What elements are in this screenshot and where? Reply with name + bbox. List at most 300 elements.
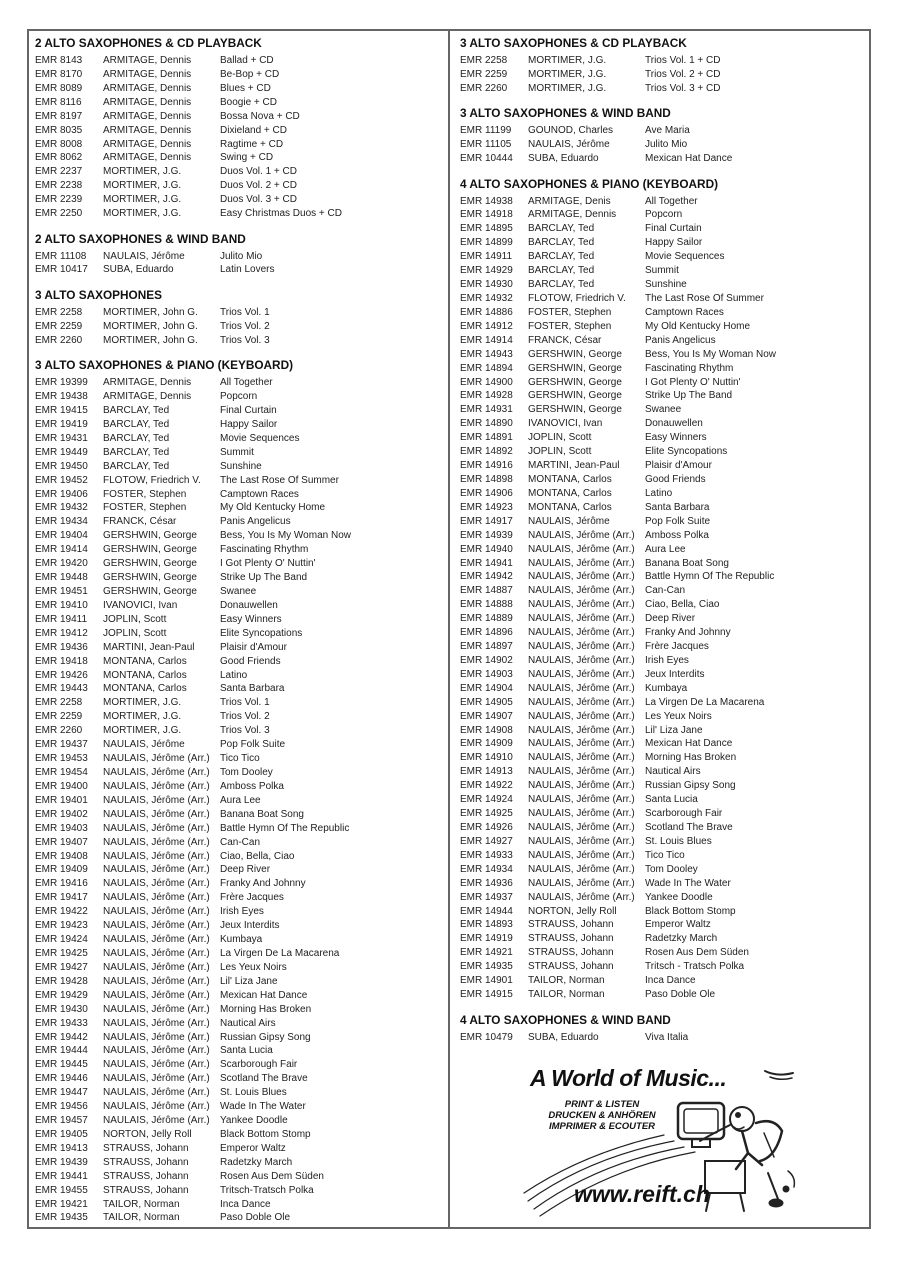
catalog-row (35, 794, 440, 808)
piece-title: Panis Angelicus (645, 334, 716, 346)
catalog-section (35, 36, 440, 221)
piece-title: Frère Jacques (645, 641, 709, 653)
catalog-number: EMR 14919 (460, 933, 513, 945)
catalog-row (460, 124, 865, 138)
composer: NAULAIS, Jérôme (Arr.) (528, 654, 635, 666)
piece-title: Duos Vol. 3 + CD (220, 194, 297, 206)
piece-title: Trios Vol. 1 (220, 697, 270, 709)
piece-title: Latin Lovers (220, 264, 275, 276)
catalog-number: EMR 2260 (460, 82, 508, 94)
composer: ARMITAGE, Dennis (103, 110, 192, 122)
catalog-row (460, 362, 865, 376)
piece-title: Donauwellen (220, 599, 278, 611)
piece-title: St. Louis Blues (645, 835, 712, 847)
piece-title: Amboss Polka (220, 780, 284, 792)
piece-title: Nautical Airs (645, 766, 701, 778)
piece-title: Fascinating Rhythm (645, 362, 734, 374)
catalog-row (35, 165, 440, 179)
catalog-row (460, 557, 865, 571)
piece-title: Santa Lucia (220, 1045, 273, 1057)
piece-title: Strike Up The Band (220, 572, 308, 584)
composer: NAULAIS, Jérôme (Arr.) (103, 1101, 210, 1113)
composer: NAULAIS, Jérôme (Arr.) (528, 849, 635, 861)
composer: MONTANA, Carlos (103, 683, 187, 695)
piece-title: Rosen Aus Dem Süden (645, 947, 749, 959)
catalog-number: EMR 19404 (35, 530, 88, 542)
catalog-number: EMR 19453 (35, 753, 88, 765)
composer: JOPLIN, Scott (528, 446, 592, 458)
composer: NAULAIS, Jérôme (Arr.) (103, 1073, 210, 1085)
piece-title: Swanee (645, 404, 682, 416)
composer: BARCLAY, Ted (103, 432, 170, 444)
piece-title: Santa Lucia (645, 794, 698, 806)
catalog-section (460, 106, 865, 166)
composer: NAULAIS, Jérôme (Arr.) (528, 752, 635, 764)
tagline-line: IMPRIMER & ECOUTER (548, 1121, 656, 1132)
catalog-number: EMR 14918 (460, 209, 513, 221)
composer: NAULAIS, Jérôme (Arr.) (528, 766, 635, 778)
catalog-row (35, 947, 440, 961)
catalog-number: EMR 14910 (460, 752, 513, 764)
catalog-row (35, 850, 440, 864)
piece-title: Scotland The Brave (220, 1073, 308, 1085)
catalog-row (460, 724, 865, 738)
composer: NAULAIS, Jérôme (Arr.) (528, 627, 635, 639)
catalog-row (35, 404, 440, 418)
composer: NAULAIS, Jérôme (Arr.) (103, 975, 210, 987)
piece-title: My Old Kentucky Home (645, 320, 751, 332)
catalog-number: EMR 14927 (460, 835, 513, 847)
catalog-row (35, 1128, 440, 1142)
composer: NAULAIS, Jérôme (Arr.) (528, 696, 635, 708)
catalog-number: EMR 19414 (35, 544, 88, 556)
catalog-row (460, 487, 865, 501)
catalog-number: EMR 19429 (35, 989, 88, 1001)
piece-title: Good Friends (220, 655, 281, 667)
piece-title: Radetzky March (220, 1156, 293, 1168)
catalog-number: EMR 14909 (460, 738, 513, 750)
composer: NAULAIS, Jérôme (Arr.) (103, 836, 210, 848)
composer: MORTIMER, J.G. (103, 697, 182, 709)
catalog-number: EMR 14895 (460, 223, 513, 235)
piece-title: Happy Sailor (645, 237, 703, 249)
catalog-row (460, 905, 865, 919)
piece-title: Can-Can (645, 585, 686, 597)
catalog-number: EMR 14886 (460, 306, 513, 318)
composer: TAILOR, Norman (528, 989, 605, 1001)
composer: NAULAIS, Jérôme (Arr.) (103, 1045, 210, 1057)
catalog-number: EMR 19405 (35, 1128, 88, 1140)
catalog-row (460, 849, 865, 863)
composer: GERSHWIN, George (103, 530, 197, 542)
catalog-number: EMR 14893 (460, 919, 513, 931)
catalog-row (460, 682, 865, 696)
catalog-row (35, 263, 440, 277)
catalog-row (35, 877, 440, 891)
composer: NAULAIS, Jérôme (103, 250, 185, 262)
composer: GERSHWIN, George (103, 572, 197, 584)
catalog-number: EMR 8062 (35, 152, 83, 164)
composer: TAILOR, Norman (528, 975, 605, 987)
composer: GERSHWIN, George (528, 362, 622, 374)
composer: STRAUSS, Johann (528, 933, 614, 945)
composer: JOPLIN, Scott (103, 627, 167, 639)
catalog-number: EMR 19427 (35, 961, 88, 973)
composer: NAULAIS, Jérôme (Arr.) (528, 585, 635, 597)
catalog-row (460, 835, 865, 849)
piece-title: Tritsch - Tratsch Polka (645, 961, 745, 973)
catalog-number: EMR 14922 (460, 780, 513, 792)
catalog-number: EMR 14935 (460, 961, 513, 973)
catalog-row (460, 1031, 865, 1045)
piece-title: Les Yeux Noirs (220, 961, 287, 973)
catalog-number: EMR 19455 (35, 1184, 88, 1196)
catalog-row (35, 1142, 440, 1156)
catalog-number: EMR 11108 (35, 250, 87, 262)
catalog-row (35, 474, 440, 488)
catalog-row (35, 1184, 440, 1198)
composer: BARCLAY, Ted (103, 418, 170, 430)
catalog-row (460, 626, 865, 640)
piece-title: Jeux Interdits (220, 920, 280, 932)
catalog-row (35, 905, 440, 919)
piece-title: Irish Eyes (645, 654, 689, 666)
catalog-number: EMR 19450 (35, 460, 88, 472)
catalog-row (460, 974, 865, 988)
piece-title: Trios Vol. 1 + CD (645, 55, 721, 66)
catalog-row (35, 836, 440, 850)
catalog-row (35, 933, 440, 947)
composer: MORTIMER, J.G. (528, 55, 607, 66)
piece-title: Black Bottom Stomp (645, 905, 736, 917)
catalog-number: EMR 2258 (35, 306, 83, 318)
catalog-number: EMR 2260 (35, 725, 83, 737)
piece-title: Frère Jacques (220, 892, 284, 904)
composer: GERSHWIN, George (528, 404, 622, 416)
catalog-number: EMR 19448 (35, 572, 88, 584)
catalog-number: EMR 14908 (460, 724, 513, 736)
composer: MONTANA, Carlos (103, 669, 187, 681)
composer: NAULAIS, Jérôme (Arr.) (103, 1031, 210, 1043)
catalog-row (35, 669, 440, 683)
composer: GOUNOD, Charles (528, 125, 614, 137)
piece-title: Fascinating Rhythm (220, 544, 309, 556)
composer: NAULAIS, Jérôme (Arr.) (103, 947, 210, 959)
piece-title: Trios Vol. 3 (220, 334, 270, 346)
catalog-row (460, 264, 865, 278)
catalog-number: EMR 14900 (460, 376, 513, 388)
catalog-row (460, 584, 865, 598)
section-title: 4 ALTO SAXOPHONES & WIND BAND (460, 1012, 671, 1027)
catalog-number: EMR 19425 (35, 947, 88, 959)
catalog-number: EMR 19452 (35, 474, 88, 486)
catalog-number: EMR 14925 (460, 808, 513, 820)
piece-title: Trios Vol. 2 (220, 320, 270, 332)
piece-title: Swing + CD (220, 152, 274, 164)
catalog-row (35, 515, 440, 529)
composer: NAULAIS, Jérôme (Arr.) (528, 543, 635, 555)
composer: TAILOR, Norman (103, 1212, 180, 1224)
catalog-number: EMR 2259 (460, 68, 508, 80)
catalog-number: EMR 14924 (460, 794, 513, 806)
piece-title: Can-Can (220, 836, 261, 848)
catalog-number: EMR 19433 (35, 1017, 88, 1029)
catalog-number: EMR 14902 (460, 654, 513, 666)
piece-title: Kumbaya (220, 934, 263, 946)
piece-title: Banana Boat Song (220, 808, 304, 820)
catalog-row (460, 501, 865, 515)
catalog-number: EMR 19431 (35, 432, 88, 444)
catalog-number: EMR 14928 (460, 390, 513, 402)
catalog-row (460, 306, 865, 320)
catalog-row (460, 389, 865, 403)
piece-title: Aura Lee (645, 543, 686, 555)
composer: NORTON, Jelly Roll (103, 1128, 192, 1140)
catalog-number: EMR 19403 (35, 822, 88, 834)
catalog-row (460, 250, 865, 264)
catalog-row (35, 863, 440, 877)
piece-title: Yankee Doodle (645, 891, 713, 903)
catalog-row (460, 543, 865, 557)
catalog-number: EMR 19445 (35, 1059, 88, 1071)
composer: NAULAIS, Jérôme (Arr.) (528, 780, 635, 792)
piece-title: Lil' Liza Jane (220, 975, 278, 987)
composer: ARMITAGE, Dennis (103, 152, 192, 164)
piece-title: Panis Angelicus (220, 516, 291, 528)
catalog-number: EMR 2260 (35, 334, 83, 346)
catalog-number: EMR 19454 (35, 766, 88, 778)
composer: MARTINI, Jean-Paul (528, 460, 620, 472)
piece-title: Irish Eyes (220, 906, 264, 918)
catalog-row (35, 766, 440, 780)
catalog-number: EMR 19451 (35, 586, 88, 597)
catalog-row (35, 571, 440, 585)
composer: ARMITAGE, Dennis (103, 96, 192, 108)
piece-title: Plaisir d'Amour (220, 641, 287, 653)
catalog-row (35, 724, 440, 738)
catalog-row (460, 863, 865, 877)
piece-title: Latino (220, 669, 248, 681)
catalog-number: EMR 19436 (35, 641, 88, 653)
piece-title: Russian Gipsy Song (220, 1031, 311, 1043)
catalog-section (35, 358, 440, 1225)
composer: NAULAIS, Jérôme (Arr.) (103, 780, 210, 792)
website-link[interactable]: www.reift.ch (574, 1181, 710, 1207)
piece-title: Kumbaya (645, 682, 688, 694)
catalog-number: EMR 14939 (460, 529, 513, 541)
composer: NAULAIS, Jérôme (103, 739, 185, 751)
composer: MONTANA, Carlos (528, 473, 612, 485)
composer: GERSHWIN, George (103, 558, 197, 570)
composer: NAULAIS, Jérôme (Arr.) (103, 961, 210, 973)
catalog-row (460, 152, 865, 166)
catalog-section (35, 288, 440, 348)
composer: NAULAIS, Jérôme (Arr.) (103, 864, 210, 876)
composer: IVANOVICI, Ivan (528, 418, 603, 430)
catalog-number: EMR 19449 (35, 446, 88, 458)
piece-title: I Got Plenty O' Nuttin' (220, 558, 316, 570)
catalog-number: EMR 19438 (35, 391, 88, 403)
reift-logo[interactable] (520, 1063, 810, 1218)
piece-title: Morning Has Broken (645, 752, 737, 764)
catalog-row (35, 1003, 440, 1017)
catalog-number: EMR 14903 (460, 668, 513, 680)
piece-title: Inca Dance (645, 975, 696, 987)
composer: ARMITAGE, Denis (528, 195, 611, 207)
piece-title: Inca Dance (220, 1198, 271, 1210)
piece-title: Paso Doble Ole (220, 1212, 291, 1224)
catalog-row (35, 710, 440, 724)
composer: BARCLAY, Ted (103, 405, 170, 417)
composer: JOPLIN, Scott (528, 432, 592, 444)
catalog-number: EMR 14911 (460, 251, 513, 263)
piece-title: Camptown Races (645, 306, 724, 318)
catalog-number: EMR 2259 (35, 320, 83, 332)
catalog-row (35, 68, 440, 82)
piece-title: Sunshine (645, 279, 687, 291)
catalog-row (35, 1031, 440, 1045)
composer: NAULAIS, Jérôme (Arr.) (103, 1003, 210, 1015)
catalog-number: EMR 19439 (35, 1156, 88, 1168)
piece-title: Les Yeux Noirs (645, 710, 712, 722)
piece-title: My Old Kentucky Home (220, 502, 326, 514)
composer: NAULAIS, Jérôme (Arr.) (528, 641, 635, 653)
piece-title: Rosen Aus Dem Süden (220, 1170, 324, 1182)
catalog-number: EMR 14913 (460, 766, 513, 778)
composer: SUBA, Eduardo (528, 153, 599, 165)
catalog-number: EMR 8197 (35, 110, 83, 122)
catalog-row (460, 222, 865, 236)
piece-title: Popcorn (220, 391, 258, 403)
piece-title: Jeux Interdits (645, 668, 705, 680)
catalog-number: EMR 14926 (460, 822, 513, 834)
catalog-number: EMR 19399 (35, 377, 88, 389)
composer: NAULAIS, Jérôme (Arr.) (103, 1059, 210, 1071)
catalog-number: EMR 19423 (35, 920, 88, 932)
piece-title: Wade In The Water (645, 877, 731, 889)
logo-title: A World of Music... (530, 1065, 727, 1091)
catalog-row (460, 208, 865, 222)
composer: NAULAIS, Jérôme (Arr.) (103, 1087, 210, 1099)
catalog-row (460, 765, 865, 779)
piece-title: Dixieland + CD (220, 124, 287, 136)
piece-title: Pop Folk Suite (220, 739, 286, 751)
piece-title: Emperor Waltz (220, 1142, 286, 1154)
catalog-section (460, 36, 865, 96)
composer: FRANCK, César (103, 516, 177, 528)
piece-title: Santa Barbara (645, 501, 710, 513)
catalog-row (460, 278, 865, 292)
catalog-row (460, 988, 865, 1002)
catalog-row (460, 320, 865, 334)
catalog-row (460, 807, 865, 821)
catalog-row (35, 822, 440, 836)
piece-title: La Virgen De La Macarena (220, 947, 340, 959)
composer: BARCLAY, Ted (103, 460, 170, 472)
composer: STRAUSS, Johann (103, 1170, 189, 1182)
composer: MORTIMER, J.G. (103, 725, 182, 737)
piece-title: Trios Vol. 3 + CD (645, 82, 721, 94)
catalog-number: EMR 19456 (35, 1101, 88, 1113)
piece-title: Lil' Liza Jane (645, 724, 703, 736)
catalog-number: EMR 14929 (460, 265, 513, 277)
catalog-number: EMR 14892 (460, 446, 513, 458)
catalog-row (35, 1044, 440, 1058)
catalog-row (460, 654, 865, 668)
catalog-row (35, 1058, 440, 1072)
catalog-row (460, 946, 865, 960)
catalog-number: EMR 14917 (460, 515, 513, 527)
catalog-number: EMR 2258 (35, 697, 83, 709)
composer: FLOTOW, Friedrich V. (103, 474, 201, 486)
section-title: 3 ALTO SAXOPHONES (35, 287, 162, 302)
catalog-number: EMR 19422 (35, 906, 88, 918)
catalog-row (35, 961, 440, 975)
catalog-number: EMR 19409 (35, 864, 88, 876)
piece-title: The Last Rose Of Summer (220, 474, 339, 486)
composer: STRAUSS, Johann (103, 1156, 189, 1168)
catalog-row (460, 932, 865, 946)
composer: JOPLIN, Scott (103, 613, 167, 625)
piece-title: Camptown Races (220, 488, 299, 500)
piece-title: Tom Dooley (220, 766, 273, 778)
catalog-number: EMR 14941 (460, 557, 513, 569)
catalog-number: EMR 19401 (35, 794, 88, 806)
composer: BARCLAY, Ted (528, 237, 595, 249)
catalog-number: EMR 14931 (460, 404, 513, 416)
catalog-number: EMR 19426 (35, 669, 88, 681)
catalog-number: EMR 2239 (35, 194, 83, 206)
catalog-number: EMR 14890 (460, 418, 513, 430)
catalog-row (35, 1198, 440, 1212)
composer: MORTIMER, John G. (103, 306, 198, 318)
composer: STRAUSS, Johann (103, 1142, 189, 1154)
piece-title: Tico Tico (645, 849, 685, 861)
piece-title: La Virgen De La Macarena (645, 696, 765, 708)
catalog-row (35, 989, 440, 1003)
composer: IVANOVICI, Ivan (103, 599, 178, 611)
catalog-number: EMR 10417 (35, 264, 88, 276)
catalog-row (460, 348, 865, 362)
piece-title: Trios Vol. 2 + CD (645, 68, 721, 80)
piece-title: I Got Plenty O' Nuttin' (645, 376, 741, 388)
piece-title: Scarborough Fair (645, 808, 723, 820)
catalog-number: EMR 19415 (35, 405, 88, 417)
catalog-row (35, 432, 440, 446)
tagline-line: DRUCKEN & ANHÖREN (548, 1110, 656, 1121)
catalog-number: EMR 10479 (460, 1031, 513, 1043)
section-title: 3 ALTO SAXOPHONES & PIANO (KEYBOARD) (35, 358, 294, 373)
catalog-row (460, 195, 865, 209)
catalog-row (35, 627, 440, 641)
catalog-number: EMR 14891 (460, 432, 513, 444)
catalog-number: EMR 19408 (35, 850, 88, 862)
piece-title: Wade In The Water (220, 1101, 306, 1113)
catalog-number: EMR 14932 (460, 292, 513, 304)
composer: NAULAIS, Jérôme (Arr.) (103, 850, 210, 862)
section-title: 3 ALTO SAXOPHONES & CD PLAYBACK (460, 36, 687, 50)
catalog-section (460, 1013, 865, 1045)
catalog-row (460, 403, 865, 417)
catalog-row (35, 306, 440, 320)
composer: NAULAIS, Jérôme (Arr.) (103, 822, 210, 834)
catalog-number: EMR 14923 (460, 501, 513, 513)
catalog-number: EMR 19434 (35, 516, 88, 528)
composer: MORTIMER, John G. (103, 320, 198, 332)
composer: GERSHWIN, George (528, 376, 622, 388)
composer: MORTIMER, J.G. (103, 711, 182, 723)
catalog-row (460, 751, 865, 765)
